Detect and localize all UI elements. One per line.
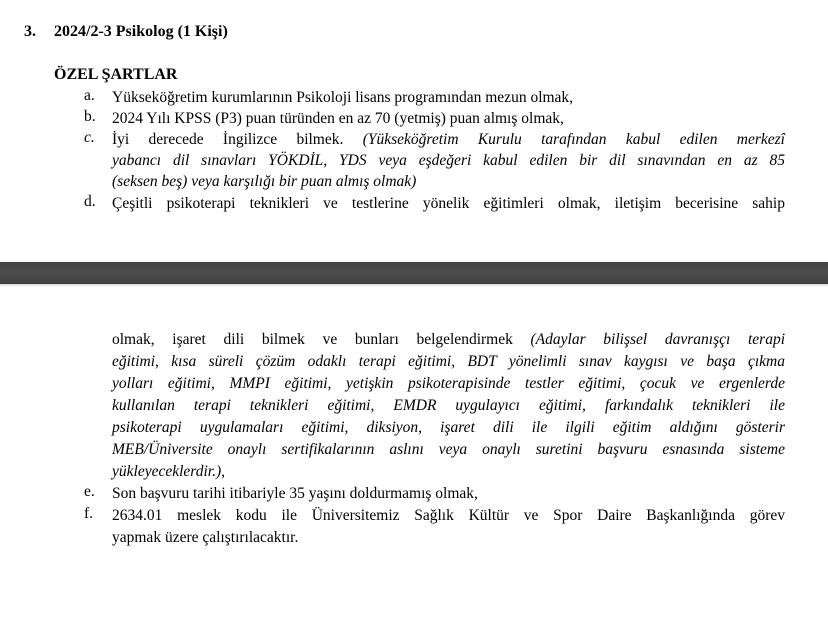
item-a-marker: a. — [84, 87, 95, 104]
item-d-cont-line-3: yolları eğitimi, MMPI eğitimi, yetişkin psikoterapisinde testler eğitimi, çocuk ve ergenlerde — [112, 375, 785, 392]
item-f-marker: f. — [84, 505, 94, 522]
item-c-line-1 — [112, 129, 785, 151]
item-c-line-1-italic: (Yükseköğretim Kurulu tarafından kabul edilen merkezî — [362, 131, 785, 148]
item-d-line-1: Çeşitli psikoterapi teknikleri ve testlerine yönelik eğitimleri olmak, iletişim becerisine sahip — [112, 195, 785, 212]
item-d-cont-line-7: yükleyeceklerdir.), — [112, 463, 226, 480]
item-e-marker: e. — [84, 483, 95, 500]
item-c-line-2: yabancı dil sınavları YÖKDİL, YDS veya eşdeğeri kabul edilen bir dil sınavından en az 85 — [112, 152, 785, 169]
page-break-divider — [0, 262, 828, 284]
section-title: 2024/2-3 Psikolog (1 Kişi) — [54, 23, 228, 40]
item-c-line-1-normal: İyi derecede İngilizce bilmek. — [112, 131, 363, 148]
item-f-line-2: yapmak üzere çalıştırılacaktır. — [112, 529, 299, 546]
item-d-cont-line-1-italic: (Adaylar bilişsel davranışçı terapi — [530, 331, 785, 348]
item-d-cont-line-1-normal: olmak, işaret dili bilmek ve bunları belgelendirmek — [112, 331, 531, 348]
item-d-cont-line-1 — [112, 329, 785, 351]
item-b-marker: b. — [84, 108, 96, 125]
item-d-cont-line-4: kullanılan terapi teknikleri eğitimi, EMDR uygulayıcı eğitimi, farkındalık teknikleri ile — [112, 397, 785, 414]
section-number: 3. — [24, 23, 36, 40]
item-b-text: 2024 Yılı KPSS (P3) puan türünden en az 70 (yetmiş) puan almış olmak, — [112, 110, 564, 127]
item-d-cont-line-5: psikoterapi uygulamaları eğitimi, diksiyon, işaret dili ile ilgili eğitim aldığını gösterir — [112, 419, 785, 436]
item-c-marker: c. — [84, 129, 95, 146]
item-e-text: Son başvuru tarihi itibariyle 35 yaşını doldurmamış olmak, — [112, 485, 478, 502]
item-c-line-3: (seksen beş) veya karşılığı bir puan almış olmak) — [112, 173, 417, 190]
item-d-cont-line-6: MEB/Üniversite onaylı sertifikalarının aslını veya onaylı suretini başvuru esnasında sisteme — [112, 441, 785, 458]
item-d-cont-line-2: eğitimi, kısa süreli çözüm odaklı terapi eğitimi, BDT yönelimli sınav kaygısı ve başa çıkma — [112, 353, 785, 370]
special-conditions-heading: ÖZEL ŞARTLAR — [54, 66, 178, 83]
item-f-line-1: 2634.01 meslek kodu ile Üniversitemiz Sağlık Kültür ve Spor Daire Başkanlığında görev — [112, 507, 785, 524]
item-d-marker: d. — [84, 193, 96, 210]
item-a-text: Yükseköğretim kurumlarının Psikoloji lisans programından mezun olmak, — [112, 89, 574, 106]
